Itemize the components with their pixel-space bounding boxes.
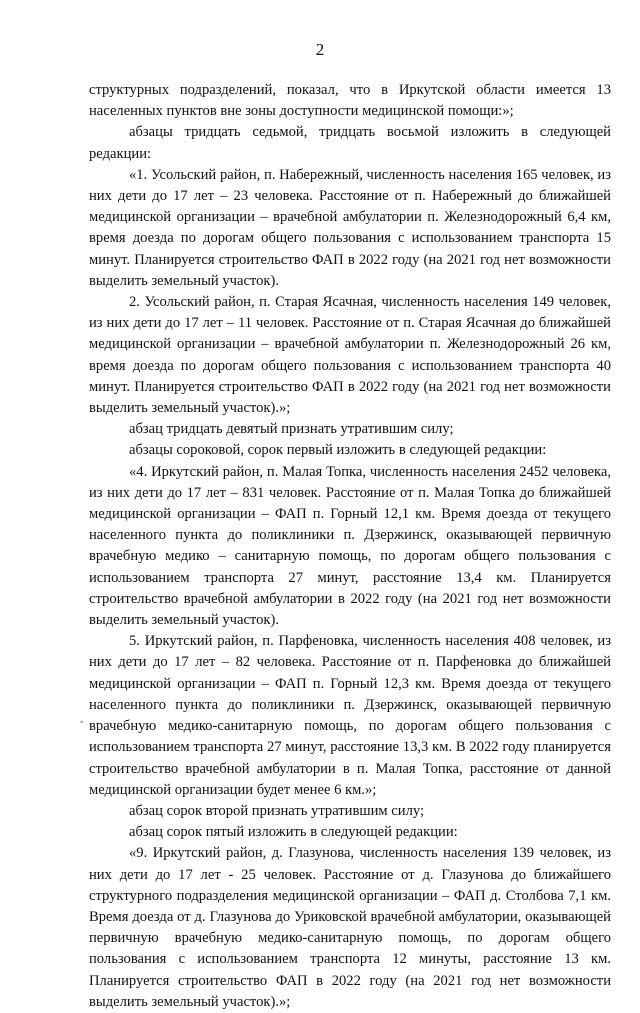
paragraph-6: абзацы сороковой, сорок первый изложить в следующей редакции: <box>129 442 547 459</box>
paragraph-7: «4. Иркутский район, п. Малая Топка, численность населения 2452 человека, из них дети до 17 лет – 831 человек. Расстояние от п. Малая Топка до ближайшей медицинской организации – ФАП п. Горный 12,1 км. Время доезда от текущего населенного пункта до поликлиники п. Дзержинск, оказывающей первичную врачебную медико – санитарную помощь, по дорогам общего пользования с использованием транспорта 27 минут, расстояние 13,4 км. Планируется строительство врачебной амбулатории в 2022 году (на 2021 год нет возможности выделить земельный участок). <box>89 463 611 629</box>
scan-speck: ◦ <box>80 717 84 728</box>
page-number: 2 <box>315 40 325 59</box>
paragraph-9: абзац сорок второй признать утратившим силу; <box>129 802 425 819</box>
document-body <box>89 80 611 1013</box>
paragraph-3: «1. Усольский район, п. Набережный, численность населения 165 человек, из них дети до 17 лет – 23 человека. Расстояние от п. Набережный до ближайшей медицинской организации – врачебной амбулатории п. Железнодорожный 6,4 км, время доезда по дорогам общего пользования с использованием транспорта 15 минут. Планируется строительство ФАП в 2022 году (на 2021 год нет возможности выделить земельный участок). <box>89 166 611 289</box>
paragraph-11: «9. Иркутский район, д. Глазунова, численность населения 139 человек, из них дети до 17 лет - 25 человек. Расстояние от д. Глазунова до ближайшего структурного подразделения медицинской организации – ФАП д. Столбова 7,1 км. Время доезда от д. Глазунова до Уриковской врачебной амбулатории, оказывающей первичную врачебную медико-санитарную помощь, по дорогам общего пользования с использованием транспорта 12 минуты, расстояние 13 км. Планируется строительство ФАП в 2022 году (на 2021 год нет возможности выделить земельный участок).»; <box>89 845 611 1010</box>
paragraph-4: 2. Усольский район, п. Старая Ясачная, численность населения 149 человек, из них дети до 17 лет – 11 человек. Расстояние от п. Старая Ясачная до ближайшей медицинской организации – врачебной амбулатории п. Железнодорожный 26 км, время доезда по дорогам общего пользования с использованием транспорта 40 минут. Планируется строительство ФАП в 2022 году (на 2021 год нет возможности выделить земельный участок).»; <box>89 294 611 417</box>
paragraph-8: 5. Иркутский район, п. Парфеновка, численность населения 408 человек, из них дети до 17 лет – 82 человека. Расстояние от п. Парфеновка до ближайшей медицинской организации – ФАП п. Горный 12,3 км. Время доезда от текущего населенного пункта до поликлиники п. Дзержинск, оказывающей первичную врачебную медико-санитарную помощь, по дорогам общего пользования с использованием транспорта 27 минут, расстояние 13,3 км. В 2022 году планируется строительство врачебной амбулатории в п. Малая Топка, расстояние от данной медицинской организации будет менее 6 км.»; <box>89 633 611 798</box>
paragraph-2: абзацы тридцать седьмой, тридцать восьмой изложить в следующей редакции: <box>89 124 611 162</box>
paragraph-10: абзац сорок пятый изложить в следующей редакции: <box>129 824 458 841</box>
paragraph-1: структурных подразделений, показал, что в Иркутской области имеется 13 населенных пунктов вне зоны доступности медицинской помощи:»; <box>89 82 611 120</box>
paragraph-5: абзац тридцать девятый признать утратившим силу; <box>129 421 454 438</box>
